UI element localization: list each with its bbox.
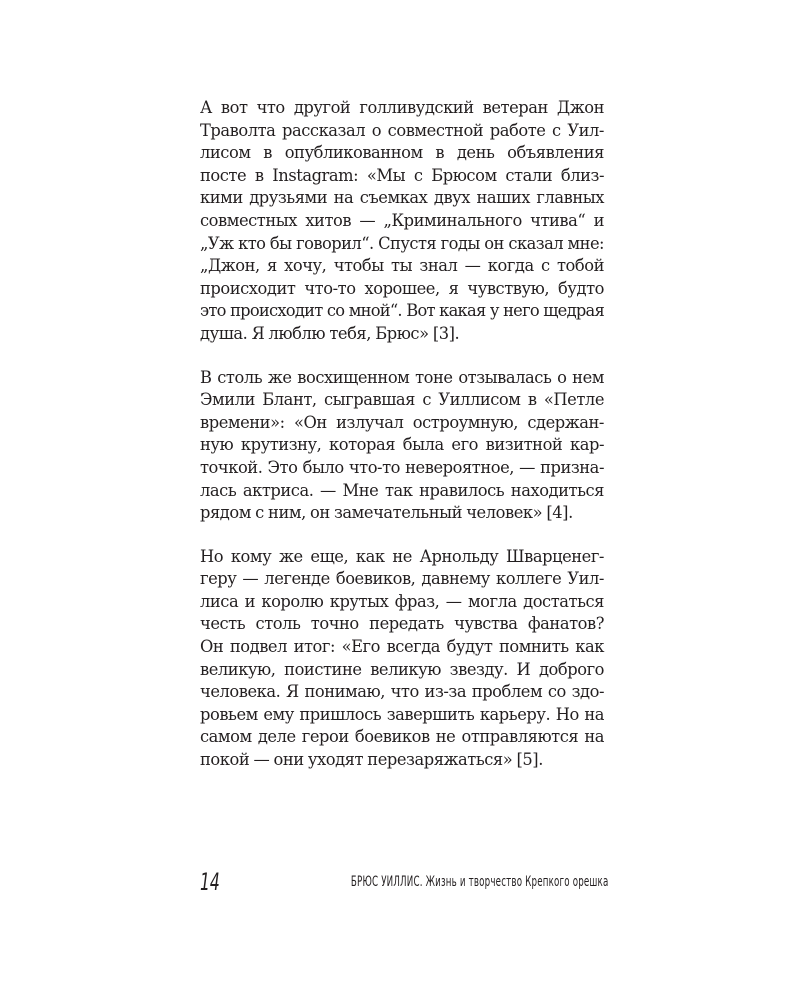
text-line: ную крутизну, которая была его визитной кар- — [200, 435, 604, 455]
text-line: „Джон, я хочу, чтобы ты знал — когда с тобой — [200, 256, 604, 276]
text-line: лисом в опубликованном в день объявления — [200, 143, 604, 163]
text-line: точкой. Это было что-то невероятное, — призна- — [200, 457, 604, 477]
text-line: рядом с ним, он замечательный человек» [4]. — [200, 503, 573, 523]
text-line: времени»: «Он излучал остроумную, сдержан- — [200, 412, 604, 432]
text-line: кими друзьями на съемках двух наших главных — [200, 188, 604, 208]
text-line: лиса и королю крутых фраз, — могла достаться — [200, 591, 604, 611]
paragraph-3 — [200, 546, 604, 772]
text-line: это происходит со мной“. Вот какая у него щедрая — [200, 301, 604, 321]
text-line: честь столь точно передать чувства фанатов? — [200, 614, 604, 634]
text-line: лась актриса. — Мне так нравилось находиться — [200, 480, 604, 500]
text-line: Траволта рассказал о совместной работе с Уил- — [200, 120, 604, 140]
text-line: самом деле герои боевиков не отправляются на — [200, 727, 604, 747]
page-number: 14 — [200, 868, 220, 896]
text-line: В столь же восхищенном тоне отзывалась о нем — [200, 367, 604, 387]
text-line: Эмили Блант, сыгравшая с Уиллисом в «Петле — [200, 390, 604, 410]
paragraph-2 — [200, 367, 604, 525]
text-line: посте в Instagram: «Мы с Брюсом стали близ- — [200, 165, 604, 185]
running-title: БРЮС УИЛЛИС. Жизнь и творчество Крепкого орешка — [350, 874, 608, 890]
text-line: великую, поистине великую звезду. И доброго — [200, 659, 604, 679]
text-line: происходит что-то хорошее, я чувствую, будто — [200, 278, 604, 298]
page-footer — [200, 868, 608, 896]
text-line: человека. Я понимаю, что из-за проблем со здо- — [200, 682, 604, 702]
text-line: покой — они уходят перезаряжаться» [5]. — [200, 750, 543, 770]
text-line: ровьем ему пришлось завершить карьеру. Но на — [200, 704, 604, 724]
text-line: геру — легенде боевиков, давнему коллеге Уил- — [200, 569, 604, 589]
text-line: А вот что другой голливудский ветеран Джон — [200, 98, 604, 117]
text-line: совместных хитов — „Криминального чтива“ и — [200, 210, 604, 230]
text-line: „Уж кто бы говорил“. Спустя годы он сказал мне: — [200, 233, 604, 253]
paragraph-1 — [200, 97, 604, 346]
text-line: душа. Я люблю тебя, Брюс» [3]. — [200, 323, 460, 343]
text-line: Он подвел итог: «Его всегда будут помнить как — [200, 637, 604, 657]
text-line: Но кому же еще, как не Арнольду Шварценег- — [200, 546, 604, 566]
body-text — [200, 97, 604, 793]
